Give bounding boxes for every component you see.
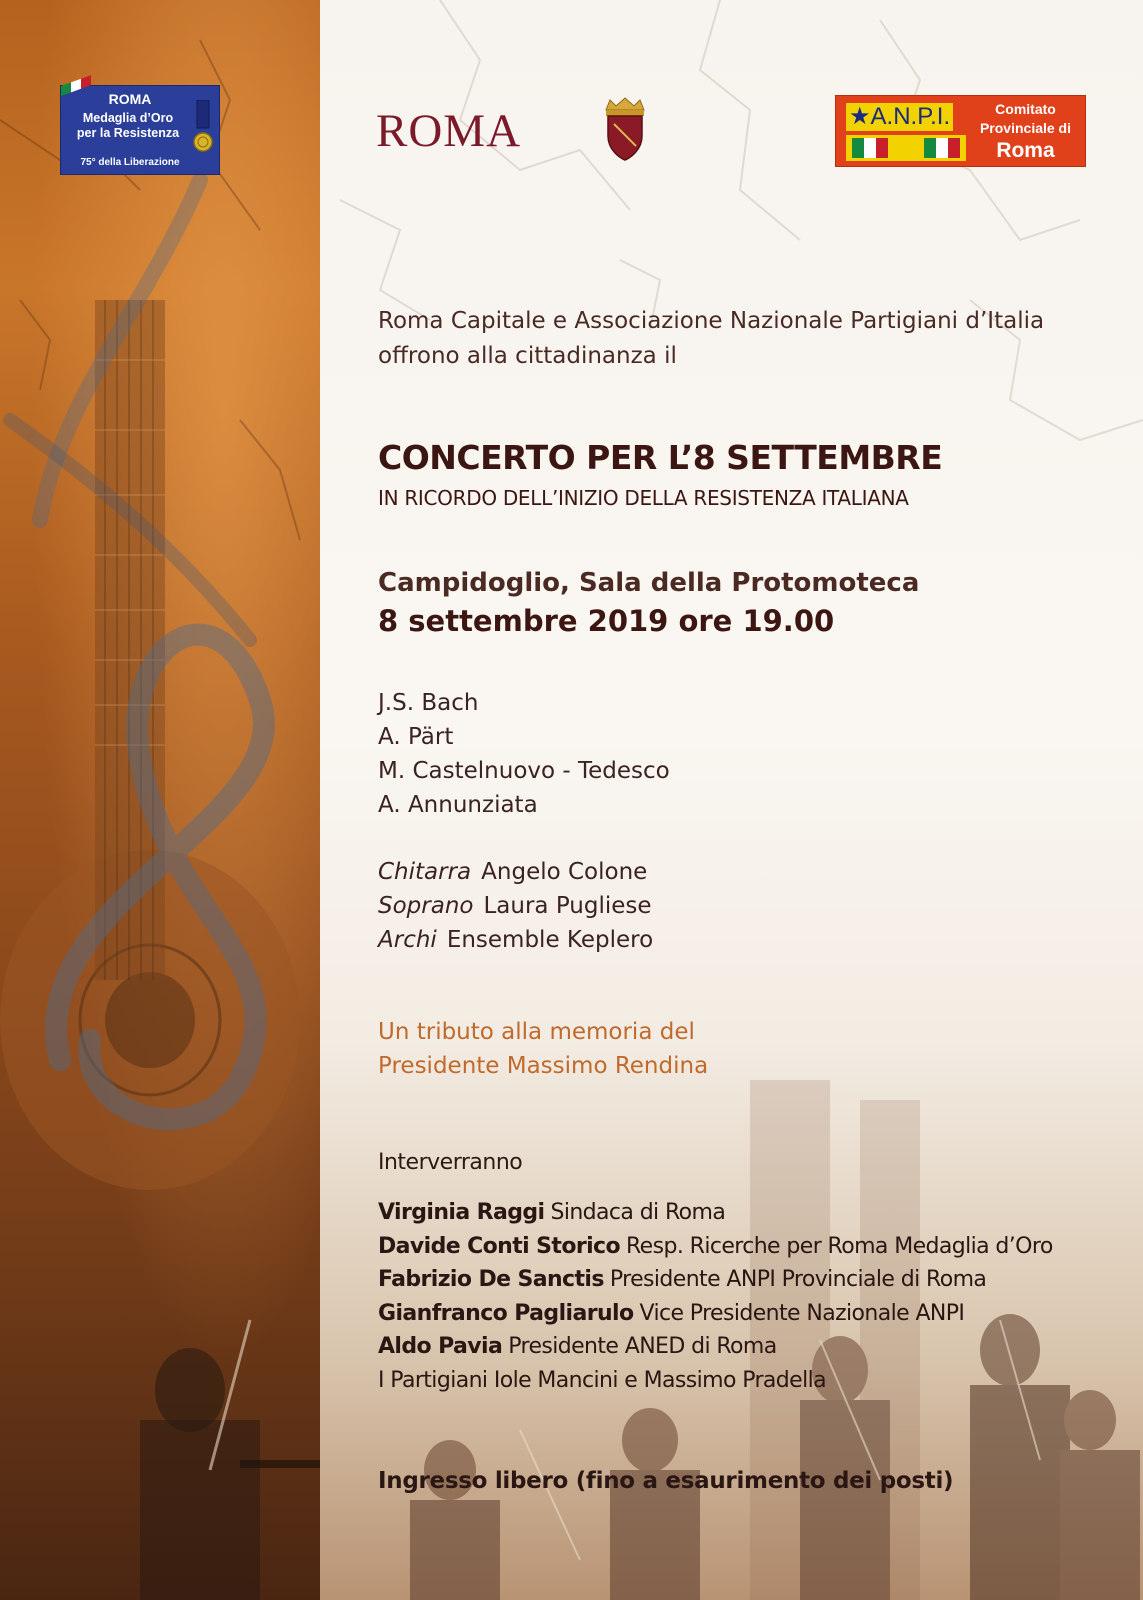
tricolor-stripes-icon [846,135,966,161]
performers-list [378,855,653,957]
admission-note: Ingresso libero (fino a esaurimento dei posti) [378,1468,954,1494]
badge-line-2: per la Resistenza [76,126,180,140]
anpi-acronym: ★A.N.P.I. [846,103,953,131]
composer-item: A. Annunziata [378,792,538,818]
speaker-name: Virginia Raggi [378,1200,545,1225]
speaker-item [378,1364,1053,1398]
spqr-crest-icon [600,96,650,162]
speaker-name: Fabrizio De Sanctis [378,1267,604,1292]
speaker-role: Vice Presidente Nazionale ANPI [639,1300,965,1326]
tribute-line-1: Un tributo alla memoria del [378,1019,695,1045]
performer-role: Archi [378,927,437,953]
speaker-name: Gianfranco Pagliarulo [378,1300,634,1326]
tribute-line-2: Presidente Massimo Rendina [378,1053,709,1079]
performer-item [378,889,653,923]
guitar-clef-illustration [0,0,320,1600]
badge-line-1: Medaglia d’Oro [82,111,174,125]
performer-name: Ensemble Keplero [446,927,654,953]
anpi-line-3: Roma [996,139,1055,162]
anpi-committee-text [968,100,1083,164]
speaker-name: Davide Conti Storico [378,1233,620,1259]
badge-title: ROMA [108,91,152,107]
concert-subtitle: IN RICORDO DELL’INIZIO DELLA RESISTENZA ITALIANA [378,486,909,510]
date-time: 8 settembre 2019 ore 19.00 [378,604,835,638]
composer-item: J.S. Bach [378,690,479,716]
performer-item [378,855,653,889]
speaker-item [378,1196,1053,1230]
anpi-line-2: Provinciale di [979,120,1072,136]
speaker-role: Resp. Ricerche per Roma Medaglia d’Oro [625,1233,1053,1259]
intro-line-2: offrono alla cittadinanza il [378,343,677,369]
speaker-role: Presidente ANED di Roma [508,1334,777,1359]
venue: Campidoglio, Sala della Protomoteca [378,568,920,598]
performer-role: Soprano [378,893,474,919]
anpi-line-1: Comitato [995,101,1056,117]
roma-medaglia-doro-logo [60,85,220,175]
speaker-name: I Partigiani Iole Mancini e Massimo Pradella [378,1367,827,1393]
guitar-artwork-panel [0,0,320,1600]
speaker-role: Presidente ANPI Provinciale di Roma [609,1267,987,1292]
intro-line-1: Roma Capitale e Associazione Nazionale Partigiani d’Italia [378,308,1045,334]
tribute-text [378,1015,708,1083]
composer-item: M. Castelnuovo - Tedesco [378,758,670,784]
badge-subtitle: 75° della Liberazione [80,157,180,168]
speaker-item [378,1263,1053,1297]
anpi-logo [835,95,1086,167]
composer-item: A. Pärt [378,724,454,750]
speaker-item [378,1297,1053,1331]
gold-medal-icon [193,100,213,158]
composers-list [378,686,670,822]
speaker-item [378,1330,1053,1364]
performer-role: Chitarra [378,859,472,885]
speakers-list [378,1196,1053,1397]
speakers-heading: Interverranno [378,1150,523,1175]
performer-name: Laura Pugliese [483,893,652,919]
anpi-emblem [842,101,966,163]
performer-item [378,923,653,957]
speaker-role: Sindaca di Roma [550,1200,726,1225]
performer-name: Angelo Colone [481,859,648,885]
intro-text [378,304,1044,374]
speaker-name: Aldo Pavia [378,1334,503,1359]
concert-title: CONCERTO PER L’8 SETTEMBRE [378,438,943,477]
speaker-item [378,1230,1053,1264]
roma-capitale-wordmark: ROMA [376,105,522,157]
